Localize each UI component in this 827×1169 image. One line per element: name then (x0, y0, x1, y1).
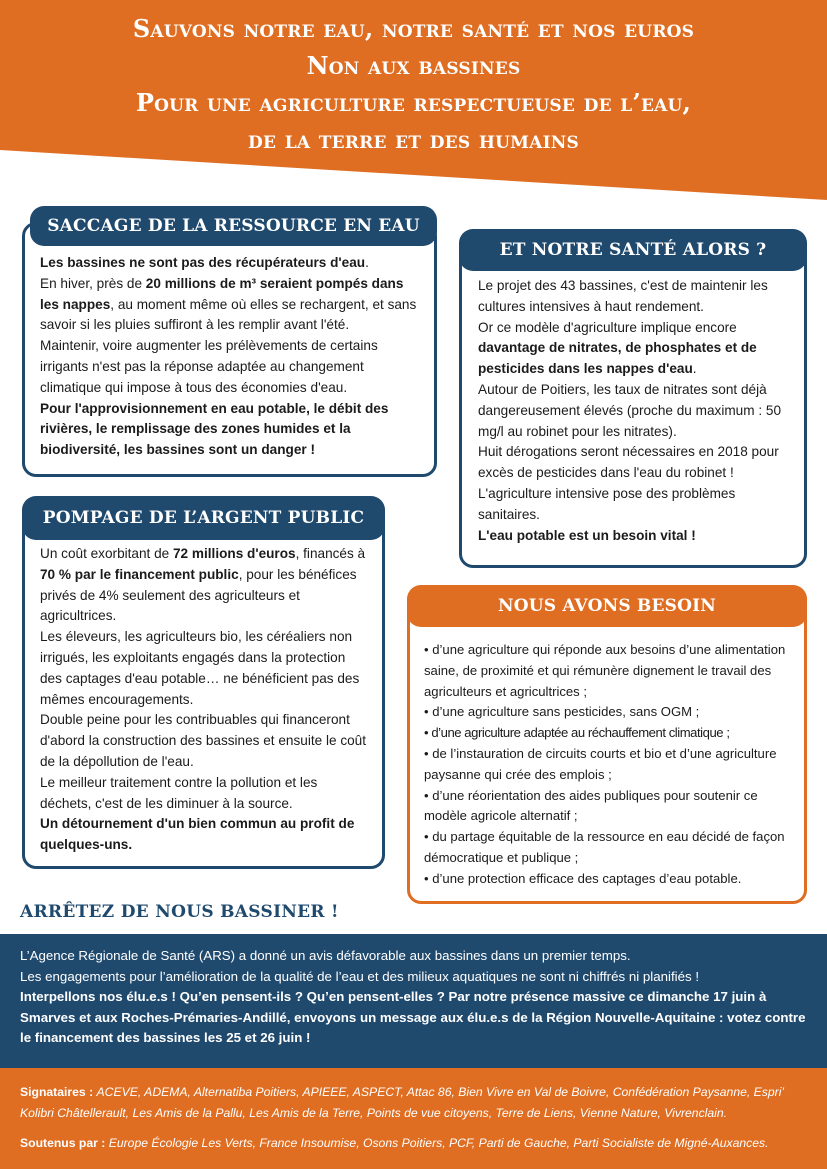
pompage-text (40, 544, 370, 856)
ars-p3: Interpellons nos élu.e.s ! Qu’en pensent-ils ? Qu’en pensent-elles ? Par notre présence massive ce dimanche 17 juin à Smarves et aux Roches-Prémaries-Andillé, envoyons un message aux élu.e.s de la Région Nouvelle-Aquitaine : votez contre le financement des bassines les 25 et 26 juin ! (20, 989, 806, 1045)
besoin-item: • d’une protection efficace des captages d’eau potable. (424, 870, 742, 886)
sante-p2c: . (692, 361, 697, 377)
sante-p2b: davantage de nitrates, de phosphates et de pesticides dans les nappes d'eau (478, 340, 757, 377)
saccage-p4: Pour l'approvisionnement en eau potable, le débit des rivières, le remplissage des zones humides et la biodiversité, les bassines sont un danger ! (40, 400, 389, 458)
pompage-p1b: 72 millions d'euros (173, 546, 296, 561)
soutenus-list: Europe Écologie Les Verts, France Insoumise, Osons Poitiers, PCF, Parti de Gauche, Parti Socialiste de Migné-Auxances. (108, 1136, 769, 1150)
pompage-p1a: Un coût exorbitant de (40, 546, 173, 561)
header-title (0, 10, 827, 158)
besoin-item: • du partage équitable de la ressource en eau décidé de façon démocratique et publique ; (424, 829, 785, 865)
saccage-text (40, 253, 420, 461)
header-line-3: Pour une agriculture respectueuse de l’eau, (135, 88, 692, 117)
sante-title: ET NOTRE SANTÉ ALORS ? (459, 229, 807, 271)
saccage-p3: Maintenir, voire augmenter les prélèvements de certains irrigants n'est pas la réponse adaptée au changement climatique qui impose à tous des économies d'eau. (40, 338, 378, 395)
sante-p4: Huit dérogations seront nécessaires en 2018 pour excès de pesticides dans l'eau du robinet ! (478, 444, 779, 481)
ars-p2: Les engagements pour l’amélioration de la qualité de l’eau et des milieux aquatiques ne sont ni chiffrés ni planifiés ! (20, 968, 700, 984)
besoin-item: • de l’instauration de circuits courts et bio et d’une agriculture paysanne qui crée des emplois ; (424, 745, 777, 782)
signataires-label: Signataires : (20, 1085, 94, 1099)
pompage-p2: Les éleveurs, les agriculteurs bio, les céréaliers non irrigués, les exploitants engagés dans la protection des captages d'eau potable… ne bénéficient pas des mêmes encouragements. (40, 629, 360, 707)
besoin-title: NOUS AVONS BESOIN (407, 585, 807, 627)
header-line-4: de la terre et des humains (248, 125, 579, 154)
pompage-title: POMPAGE DE L’ARGENT PUBLIC (22, 496, 385, 540)
sante-p5: L'agriculture intensive pose des problèmes sanitaires. (478, 485, 736, 522)
stop-title: ARRÊTEZ DE NOUS BASSINER ! (20, 902, 339, 922)
besoin-list (424, 640, 794, 890)
saccage-p2a: En hiver, près de (40, 275, 146, 291)
ars-p1: L’Agence Régionale de Santé (ARS) a donné un avis défavorable aux bassines dans un premier temps. (20, 948, 631, 963)
saccage-p1: Les bassines ne sont pas des récupérateurs d'eau (40, 255, 366, 270)
besoin-item: • d’une agriculture adaptée au réchauffement climatique ; (424, 725, 730, 741)
pompage-p1d: 70 % par le financement public (40, 566, 239, 582)
signataires-list: ACEVE, ADEMA, Alternatiba Poitiers, APIEEE, ASPECT, Attac 86, Bien Vivre en Val de Boivre, Confédération Paysanne, Espri’ Kolibri Châtellerault, Les Amis de la Pallu, Les Amis de la Terre, Points de vue citoyens, Terre de Liens, Vienne Nature, Vivrenclain. (20, 1085, 784, 1120)
pompage-p1c: , financés à (295, 546, 366, 561)
saccage-p2c: , au moment même où elles se rechargent, et sans savoir si les pluies suffiront à les remplir avant l'été. (40, 296, 417, 333)
footer-band (0, 1068, 827, 1169)
pompage-p1e: , pour les bénéfices privés de 4% seulement des agriculteurs et agricultrices. (40, 566, 357, 624)
saccage-p1-end: . (365, 255, 369, 270)
pompage-p4: Le meilleur traitement contre la pollution et les déchets, c'est de les diminuer à la source. (40, 774, 318, 811)
sante-p3: Autour de Poitiers, les taux de nitrates sont déjà dangereusement élevés (proche du maximum : 50 mg/l au robinet pour les nitrates). (478, 381, 781, 439)
sante-text (478, 276, 794, 546)
saccage-title: SACCAGE DE LA RESSOURCE EN EAU (30, 206, 437, 246)
pompage-p5: Un détournement d'un bien commun au profit de quelques-uns. (40, 816, 355, 853)
sante-p1: Le projet des 43 bassines, c'est de maintenir les cultures intensives à haut rendement. (478, 278, 768, 314)
pompage-p3: Double peine pour les contribuables qui financeront d'abord la construction des bassines et ensuite le coût de la dépollution de l'eau. (40, 712, 367, 769)
header-line-2: Non aux bassines (306, 51, 521, 80)
ars-band (0, 934, 827, 1068)
saccage-p2b: 20 millions de m³ seraient pompés dans les nappes (40, 275, 404, 312)
besoin-item: • d’une réorientation des aides publiques pour soutenir ce modèle agricole alternatif ; (424, 787, 758, 824)
besoin-item: • d’une agriculture qui réponde aux besoins d’une alimentation saine, de proximité et qui rémunère dignement le travail des agriculteurs et agricultrices ; (424, 642, 786, 699)
besoin-item: • d’une agriculture sans pesticides, sans OGM ; (424, 704, 700, 720)
sante-p6: L'eau potable est un besoin vital ! (478, 527, 696, 543)
soutenus-label: Soutenus par : (20, 1136, 106, 1150)
sante-p2a: Or ce modèle d'agriculture implique encore (478, 319, 737, 335)
header-line-1: Sauvons notre eau, notre santé et nos euros (132, 14, 695, 43)
